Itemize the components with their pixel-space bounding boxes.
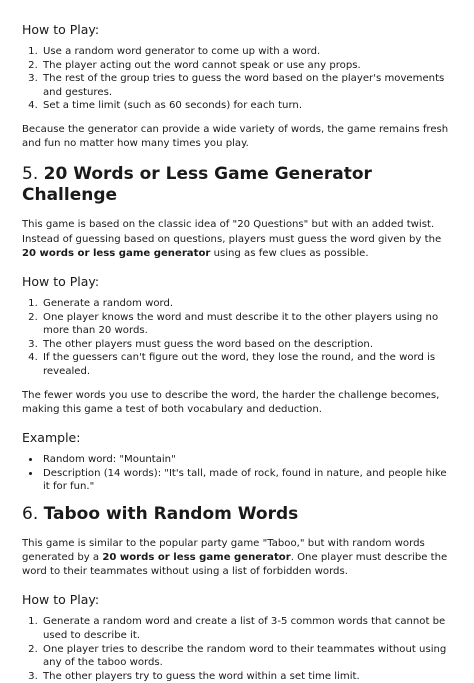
- list-item: 2. The player acting out the word cannot speak or use any props.: [41, 59, 452, 73]
- how-to-play-heading: How to Play:: [22, 22, 100, 37]
- list-item: 2. One player tries to describe the random word to their teammates without using any of the taboo words.: [41, 643, 452, 670]
- list-item: 4. Set a time limit (such as 60 seconds) for each turn.: [41, 99, 452, 113]
- intro-text: This game is based on the classic idea of "20 Questions" but with an added twist. Instead of guessing based on questions, players must guess the word given by the: [22, 219, 442, 245]
- example-list: [22, 453, 452, 494]
- list-item: 3. The rest of the group tries to guess the word based on the player's movements and gestures.: [41, 72, 452, 99]
- section-number: 5.: [22, 164, 39, 185]
- section-6-steps: [22, 615, 452, 683]
- list-item: 1. Generate a random word and create a list of 3-5 common words that cannot be used to describe it.: [41, 615, 452, 642]
- example-heading: Example:: [22, 429, 81, 445]
- section-5-steps: [22, 297, 452, 379]
- list-item: 2. One player knows the word and must describe it to the other players using no more than 20 words.: [41, 311, 452, 338]
- section-5-intro: [22, 218, 452, 261]
- intro-bold-text: 20 words or less game generator: [22, 247, 211, 259]
- intro-bold-text: 20 words or less game generator: [102, 551, 291, 563]
- list-item: 4. If the guessers can't figure out the word, they lose the round, and the word is revealed.: [41, 351, 452, 378]
- section-6-title: [22, 504, 452, 525]
- list-item: 1. Use a random word generator to come up with a word.: [41, 45, 452, 59]
- intro-text: This game is similar to the popular party game "Taboo," but with random words generated by a: [22, 537, 425, 563]
- list-item: 3. The other players must guess the word based on the description.: [41, 338, 452, 352]
- list-item: • Random word: "Mountain": [41, 453, 452, 467]
- section-6-intro: [22, 537, 452, 580]
- intro-text: . One player must describe the word to their teammates without using a list of forbidden words.: [22, 551, 448, 578]
- section-title-text: Taboo with Random Words: [43, 503, 299, 524]
- section-title-text: 20 Words or Less Game Generator Challenge: [22, 164, 372, 206]
- section-number: 6.: [22, 503, 39, 524]
- section-5-note: The fewer words you use to describe the word, the harder the challenge becomes, making this game a test of both vocabulary and deduction.: [22, 389, 440, 415]
- intro-text: using as few clues as possible.: [210, 247, 369, 259]
- section-5-title: [22, 164, 452, 206]
- charades-note: Because the generator can provide a wide variety of words, the game remains fresh and fun no matter how many times you play.: [22, 123, 449, 150]
- list-item: 3. The other players try to guess the word within a set time limit.: [41, 670, 452, 683]
- how-to-play-heading: How to Play:: [22, 592, 100, 608]
- charades-steps: [22, 45, 452, 113]
- how-to-play-heading: How to Play:: [22, 273, 100, 289]
- list-item: • Description (14 words): "It's tall, made of rock, found in nature, and people hike it for fun.": [41, 467, 452, 494]
- list-item: 1. Generate a random word.: [41, 297, 452, 311]
